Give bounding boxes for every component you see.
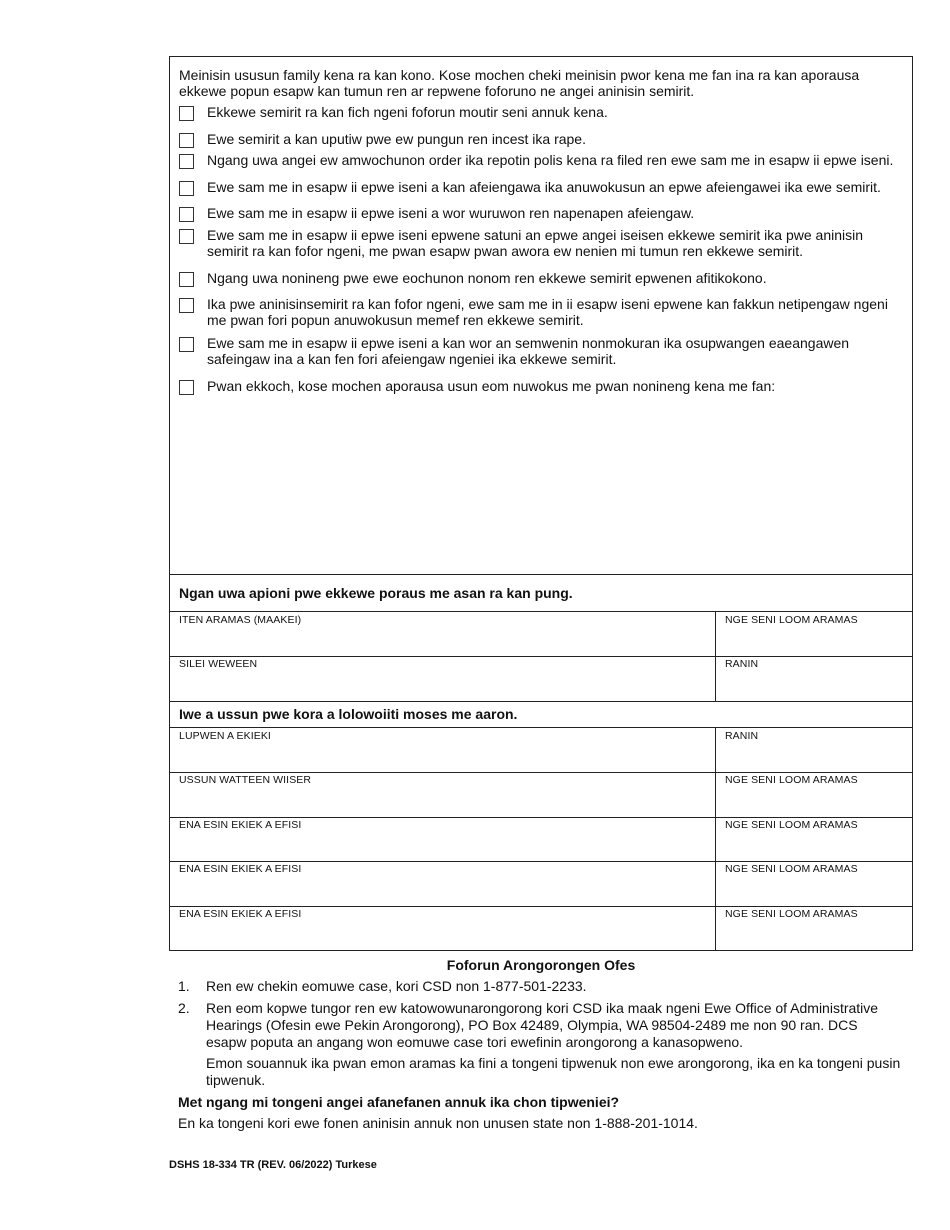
form-footer-id: DSHS 18-334 TR (REV. 06/2022) Turkese [169, 1159, 377, 1171]
phone-input[interactable] [725, 629, 905, 653]
worker-section-heading: Iwe a ussun pwe kora a lolowoiiti moses me aaron. [179, 706, 518, 722]
signature-label: SILEI WEWEEN [179, 658, 258, 670]
worker-row-right-label: NGE SENI LOOM ARAMAS [725, 774, 858, 786]
signature-input[interactable] [179, 673, 709, 697]
worker-row-right-label: NGE SENI LOOM ARAMAS [725, 908, 858, 920]
worker-right-input[interactable] [725, 923, 905, 947]
worker-input[interactable] [179, 745, 709, 769]
worker-row-right-label: NGE SENI LOOM ARAMAS [725, 819, 858, 831]
worker-input[interactable] [179, 878, 709, 902]
option-checkbox[interactable] [179, 133, 194, 148]
worker-right-input[interactable] [725, 878, 905, 902]
help-question: Met ngang mi tongeni angei afanefanen annuk ika chon tipweniei? [178, 1094, 620, 1110]
worker-right-input[interactable] [725, 834, 905, 858]
name-label: ITEN ARAMAS (MAAKEI) [179, 614, 302, 626]
date-label: RANIN [725, 658, 759, 670]
option-checkbox[interactable] [179, 272, 194, 287]
option-checkbox[interactable] [179, 380, 194, 395]
worker-row-label: USSUN WATTEEN WIISER [179, 774, 312, 786]
intro-text: Meinisin ususun family kena ra kan kono. Kose mochen cheki meinisin pwor kena me fan ina ra kan aporausa ekkewe popun esapw kan tumun ren ar repwene foforuno ne angei aninisin semirit. [179, 67, 860, 99]
option-checkbox[interactable] [179, 229, 194, 244]
divider [170, 611, 912, 612]
divider [170, 906, 912, 907]
worker-input[interactable] [179, 834, 709, 858]
divider [170, 817, 912, 818]
divider [170, 772, 912, 773]
worker-row-label: LUPWEN A EKIEKI [179, 730, 271, 742]
divider [170, 701, 912, 702]
office-use-title: Foforun Arongorongen Ofes [446, 957, 636, 973]
option-checkbox[interactable] [179, 298, 194, 313]
signature-section-heading: Ngan uwa apioni pwe ekkewe poraus me asan ra kan pung. [179, 585, 573, 601]
worker-row-right-label: RANIN [725, 730, 759, 742]
form-frame: Meinisin ususun family kena ra kan kono. Kose mochen cheki meinisin pwor kena me fan ina ra kan aporausa ekkewe popun esapw kan tumun ren ar repwene foforuno ne angei aninisin semirit. Ekkewe semirit ra kan fich ngeni foforun moutir seni annuk kena. Ewe semirit a kan uputiw pwe ew pungun ren incest ika rape. Ngang uwa angei ew amwochunon order ika repotin polis kena ra filed ren ewe sam me in esapw ii epwe iseni. Ewe sam me in esapw ii epwe iseni a kan afeiengawa ika anuwokusun an epwe afeiengawei ika ewe semirit. Ewe sam me in esapw ii epwe iseni a wor wuruwon ren napenapen afeiengaw. Ewe sam me in esapw ii epwe iseni epwene satuni an epwe angei iseisen ekkewe semirit ika pwe aninisin semirit ra kan fofor ngeni, me pwan esapw pwan awora ew nenien mi tumun ren ekkewe semirit. Ngang uwa nonineng pwe ewe eochunon nonom ren ekkewe semirit epwenen afitikokono. Ika pwe aninisinsemirit ra kan fofor ngeni, ewe sam me in ii esapw iseni epwene kan fakkun netipengaw ngeni me pwan fori popun anuwokusun memef ren ekkewe semirit. Ewe sam me in esapw ii epwe iseni a kan wor an semwenin nonmokuran ika osupwangen eaeangawen safeingaw ina a kan fen fori afeiengaw ngeniei ika ekkewe semirit. Pwan ekkoch, kose mochen aporausa usun eom nuwokus me pwan nonineng kena me fan: Ngan uwa apioni pwe ekkewe poraus me asan ra kan pung. ITEN ARAMAS (MAAKEI) NGE SENI LOOM ARAMAS SILEI WEWEEN RANIN Iwe a ussun pwe kora a lolowoiiti moses me aaron. LUPWEN A EKIEKI RANIN USSUN WATTEEN WIISER NGE SENI LOOM ARAMAS ENA ESIN EKIEK A EFISI NGE SENI LOOM ARAMAS ENA ESIN EKIEK A EFISI NGE SENI LOOM ARAMAS ENA ESIN EKIEK A EFISI NGE SENI LOOM ARAMAS [169, 56, 913, 951]
phone-label: NGE SENI LOOM ARAMAS [725, 614, 858, 626]
option-checkbox[interactable] [179, 181, 194, 196]
worker-right-input[interactable] [725, 789, 905, 813]
column-divider [715, 727, 716, 951]
worker-row-label: ENA ESIN EKIEK A EFISI [179, 908, 302, 920]
option-checkbox[interactable] [179, 207, 194, 222]
option-checkbox[interactable] [179, 154, 194, 169]
worker-input[interactable] [179, 789, 709, 813]
worker-input[interactable] [179, 923, 709, 947]
worker-right-input[interactable] [725, 745, 905, 769]
divider [170, 861, 912, 862]
option-checkbox[interactable] [179, 337, 194, 352]
worker-row-label: ENA ESIN EKIEK A EFISI [179, 863, 302, 875]
divider [170, 574, 912, 575]
divider [170, 727, 912, 728]
name-input[interactable] [179, 629, 709, 653]
help-answer: En ka tongeni kori ewe fonen aninisin annuk non unusen state non 1-888-201-1014. [178, 1115, 698, 1131]
worker-row-right-label: NGE SENI LOOM ARAMAS [725, 863, 858, 875]
divider [170, 656, 912, 657]
option-checkbox[interactable] [179, 106, 194, 121]
date-input[interactable] [725, 673, 905, 697]
worker-row-label: ENA ESIN EKIEK A EFISI [179, 819, 302, 831]
other-explanation-textarea[interactable] [179, 401, 901, 569]
